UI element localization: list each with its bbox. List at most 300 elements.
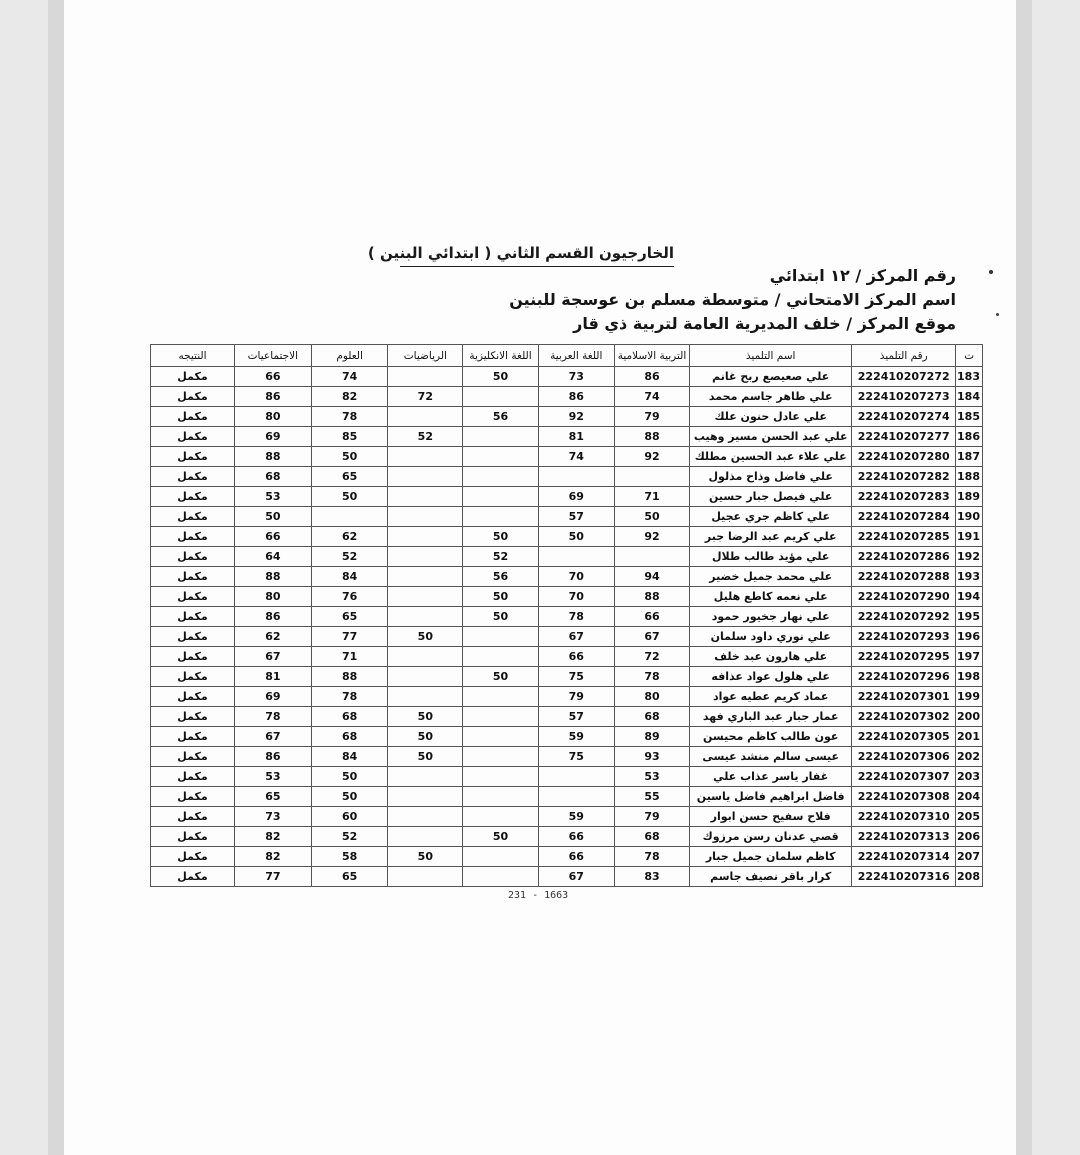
table-row [151, 667, 983, 687]
table-row [151, 427, 983, 447]
cell-social: 86 [234, 607, 311, 627]
cell-math [388, 867, 463, 887]
cell-name: كاظم سلمان جميل جبار [690, 847, 852, 867]
cell-math: 72 [388, 387, 463, 407]
cell-social: 80 [234, 587, 311, 607]
col-header-math: الرياضيات [388, 345, 463, 367]
cell-math [388, 447, 463, 467]
cell-islamic: 79 [614, 407, 690, 427]
cell-seq: 195 [956, 607, 983, 627]
cell-code: 222410207288 [852, 567, 956, 587]
cell-name: علي عبد الحسن مسير وهيب [690, 427, 852, 447]
cell-arabic: 66 [538, 827, 614, 847]
cell-code: 222410207293 [852, 627, 956, 647]
cell-islamic: 79 [614, 807, 690, 827]
cell-seq: 183 [956, 367, 983, 387]
cell-english [463, 787, 539, 807]
cell-name: علي علاء عبد الحسين مطلك [690, 447, 852, 467]
cell-english: 50 [463, 367, 539, 387]
grades-table [150, 344, 983, 887]
cell-arabic [538, 767, 614, 787]
cell-science: 50 [311, 767, 388, 787]
cell-code: 222410207313 [852, 827, 956, 847]
cell-science: 50 [311, 487, 388, 507]
cell-science: 65 [311, 867, 388, 887]
cell-arabic: 67 [538, 627, 614, 647]
cell-islamic: 53 [614, 767, 690, 787]
cell-islamic: 80 [614, 687, 690, 707]
cell-name: غفار ياسر عذاب علي [690, 767, 852, 787]
table-row [151, 867, 983, 887]
cell-english: 50 [463, 587, 539, 607]
page-edge-right [1016, 0, 1032, 1155]
cell-result: مكمل [151, 687, 235, 707]
cell-seq: 202 [956, 747, 983, 767]
cell-islamic: 89 [614, 727, 690, 747]
cell-math [388, 667, 463, 687]
cell-islamic: 78 [614, 667, 690, 687]
cell-seq: 201 [956, 727, 983, 747]
speck-mark [996, 313, 999, 316]
table-row [151, 847, 983, 867]
cell-arabic [538, 547, 614, 567]
cell-name: علي صعيصع ربح غانم [690, 367, 852, 387]
cell-math [388, 487, 463, 507]
cell-name: علي نوري داود سلمان [690, 627, 852, 647]
table-row [151, 587, 983, 607]
cell-code: 222410207272 [852, 367, 956, 387]
cell-math [388, 767, 463, 787]
cell-result: مكمل [151, 827, 235, 847]
cell-result: مكمل [151, 607, 235, 627]
cell-seq: 184 [956, 387, 983, 407]
page-edge-left [48, 0, 64, 1155]
table-row [151, 567, 983, 587]
cell-arabic: 81 [538, 427, 614, 447]
table-row [151, 627, 983, 647]
cell-islamic: 83 [614, 867, 690, 887]
cell-science: 88 [311, 667, 388, 687]
col-header-social: الاجتماعيات [234, 345, 311, 367]
cell-arabic [538, 467, 614, 487]
col-header-result: النتيجه [151, 345, 235, 367]
cell-social: 65 [234, 787, 311, 807]
cell-islamic: 88 [614, 587, 690, 607]
grades-table-body [151, 367, 983, 887]
cell-arabic: 75 [538, 667, 614, 687]
cell-code: 222410207273 [852, 387, 956, 407]
cell-name: قصي عدنان رسن مرزوك [690, 827, 852, 847]
col-header-seq: ت [956, 345, 983, 367]
cell-math: 52 [388, 427, 463, 447]
cell-science: 50 [311, 447, 388, 467]
cell-seq: 186 [956, 427, 983, 447]
cell-arabic: 66 [538, 647, 614, 667]
cell-name: علي محمد جميل خضير [690, 567, 852, 587]
cell-math [388, 647, 463, 667]
cell-social: 66 [234, 367, 311, 387]
cell-result: مكمل [151, 727, 235, 747]
col-header-arabic: اللغة العربية [538, 345, 614, 367]
cell-code: 222410207305 [852, 727, 956, 747]
cell-name: عمار جبار عبد الباري فهد [690, 707, 852, 727]
cell-math [388, 367, 463, 387]
col-header-islamic: التربية الاسلامية [614, 345, 690, 367]
center-number: رقم المركز / ١٢ ابتدائي [769, 266, 956, 285]
table-row [151, 647, 983, 667]
cell-english [463, 807, 539, 827]
cell-english [463, 447, 539, 467]
cell-social: 64 [234, 547, 311, 567]
cell-islamic: 67 [614, 627, 690, 647]
cell-code: 222410207314 [852, 847, 956, 867]
cell-name: علي فاضل وذاح مذلول [690, 467, 852, 487]
cell-islamic: 68 [614, 707, 690, 727]
cell-seq: 185 [956, 407, 983, 427]
cell-arabic: 59 [538, 727, 614, 747]
table-row [151, 827, 983, 847]
cell-result: مكمل [151, 807, 235, 827]
cell-math [388, 527, 463, 547]
table-row [151, 607, 983, 627]
cell-islamic: 93 [614, 747, 690, 767]
cell-arabic: 57 [538, 707, 614, 727]
cell-english: 56 [463, 567, 539, 587]
cell-math [388, 787, 463, 807]
cell-seq: 203 [956, 767, 983, 787]
cell-social: 88 [234, 447, 311, 467]
cell-social: 67 [234, 727, 311, 747]
cell-english [463, 487, 539, 507]
col-header-name: اسم التلميذ [690, 345, 852, 367]
table-row [151, 447, 983, 467]
cell-name: علي هلول عواد عذافه [690, 667, 852, 687]
table-row [151, 527, 983, 547]
cell-science: 62 [311, 527, 388, 547]
cell-math [388, 467, 463, 487]
cell-seq: 205 [956, 807, 983, 827]
cell-english: 52 [463, 547, 539, 567]
cell-result: مكمل [151, 367, 235, 387]
cell-social: 66 [234, 527, 311, 547]
cell-english: 50 [463, 527, 539, 547]
cell-english [463, 467, 539, 487]
cell-code: 222410207302 [852, 707, 956, 727]
cell-science: 84 [311, 567, 388, 587]
cell-math [388, 687, 463, 707]
cell-arabic: 73 [538, 367, 614, 387]
cell-arabic [538, 787, 614, 807]
cell-science: 71 [311, 647, 388, 667]
table-row [151, 507, 983, 527]
cell-social: 81 [234, 667, 311, 687]
cell-social: 80 [234, 407, 311, 427]
cell-seq: 187 [956, 447, 983, 467]
cell-name: فلاح سفيح حسن ابوار [690, 807, 852, 827]
cell-result: مكمل [151, 867, 235, 887]
cell-arabic: 59 [538, 807, 614, 827]
cell-science: 78 [311, 687, 388, 707]
cell-science: 74 [311, 367, 388, 387]
cell-islamic: 92 [614, 447, 690, 467]
cell-science: 58 [311, 847, 388, 867]
cell-arabic: 78 [538, 607, 614, 627]
cell-science: 84 [311, 747, 388, 767]
cell-code: 222410207296 [852, 667, 956, 687]
cell-seq: 193 [956, 567, 983, 587]
cell-seq: 208 [956, 867, 983, 887]
cell-social: 53 [234, 487, 311, 507]
cell-result: مكمل [151, 507, 235, 527]
cell-social: 73 [234, 807, 311, 827]
cell-english [463, 847, 539, 867]
cell-math [388, 827, 463, 847]
cell-arabic: 70 [538, 587, 614, 607]
cell-result: مكمل [151, 667, 235, 687]
cell-result: مكمل [151, 487, 235, 507]
cell-code: 222410207316 [852, 867, 956, 887]
cell-islamic: 78 [614, 847, 690, 867]
cell-science: 82 [311, 387, 388, 407]
cell-science: 68 [311, 707, 388, 727]
cell-islamic: 72 [614, 647, 690, 667]
cell-english [463, 767, 539, 787]
cell-math [388, 807, 463, 827]
cell-result: مكمل [151, 527, 235, 547]
cell-science: 77 [311, 627, 388, 647]
cell-code: 222410207307 [852, 767, 956, 787]
cell-result: مكمل [151, 767, 235, 787]
cell-social: 88 [234, 567, 311, 587]
cell-result: مكمل [151, 647, 235, 667]
cell-result: مكمل [151, 787, 235, 807]
cell-name: كرار باقر نصيف جاسم [690, 867, 852, 887]
cell-social: 69 [234, 687, 311, 707]
cell-social: 82 [234, 827, 311, 847]
cell-arabic: 75 [538, 747, 614, 767]
cell-arabic: 86 [538, 387, 614, 407]
cell-math: 50 [388, 707, 463, 727]
cell-math [388, 507, 463, 527]
cell-islamic: 86 [614, 367, 690, 387]
cell-math [388, 587, 463, 607]
cell-math: 50 [388, 747, 463, 767]
cell-islamic: 94 [614, 567, 690, 587]
cell-science: 65 [311, 607, 388, 627]
cell-seq: 198 [956, 667, 983, 687]
cell-science: 52 [311, 827, 388, 847]
cell-result: مكمل [151, 427, 235, 447]
cell-english: 56 [463, 407, 539, 427]
cell-math [388, 607, 463, 627]
cell-social: 78 [234, 707, 311, 727]
table-row [151, 707, 983, 727]
cell-social: 69 [234, 427, 311, 447]
cell-english: 50 [463, 667, 539, 687]
cell-result: مكمل [151, 747, 235, 767]
cell-seq: 190 [956, 507, 983, 527]
table-row [151, 747, 983, 767]
cell-arabic: 92 [538, 407, 614, 427]
table-row [151, 767, 983, 787]
cell-islamic: 55 [614, 787, 690, 807]
cell-code: 222410207284 [852, 507, 956, 527]
page-reference: 231 - 1663 [508, 890, 569, 901]
cell-code: 222410207306 [852, 747, 956, 767]
cell-name: علي نهار جخيور حمود [690, 607, 852, 627]
cell-arabic: 66 [538, 847, 614, 867]
speck-mark [989, 270, 993, 274]
cell-code: 222410207292 [852, 607, 956, 627]
cell-english [463, 867, 539, 887]
cell-social: 68 [234, 467, 311, 487]
cell-name: علي طاهر جاسم محمد [690, 387, 852, 407]
cell-science: 68 [311, 727, 388, 747]
cell-seq: 206 [956, 827, 983, 847]
cell-arabic: 67 [538, 867, 614, 887]
table-row [151, 387, 983, 407]
cell-islamic [614, 547, 690, 567]
table-row [151, 547, 983, 567]
cell-code: 222410207290 [852, 587, 956, 607]
cell-arabic: 74 [538, 447, 614, 467]
cell-social: 53 [234, 767, 311, 787]
table-row [151, 807, 983, 827]
cell-islamic: 50 [614, 507, 690, 527]
cell-social: 86 [234, 387, 311, 407]
cell-name: عيسى سالم منشد عيسى [690, 747, 852, 767]
cell-name: علي كريم عبد الرضا جبر [690, 527, 852, 547]
cell-seq: 199 [956, 687, 983, 707]
cell-islamic: 74 [614, 387, 690, 407]
cell-english [463, 747, 539, 767]
document-title: الخارجيون القسم الثاني ( ابتدائي البنين ) [400, 244, 674, 267]
table-row [151, 367, 983, 387]
table-row [151, 687, 983, 707]
cell-arabic: 70 [538, 567, 614, 587]
cell-name: عون طالب كاظم محيسن [690, 727, 852, 747]
cell-name: عماد كريم عطيه عواد [690, 687, 852, 707]
cell-result: مكمل [151, 847, 235, 867]
cell-result: مكمل [151, 467, 235, 487]
cell-name: فاضل ابراهيم فاضل ياسين [690, 787, 852, 807]
cell-code: 222410207283 [852, 487, 956, 507]
cell-code: 222410207274 [852, 407, 956, 427]
cell-math: 50 [388, 727, 463, 747]
cell-science: 52 [311, 547, 388, 567]
cell-seq: 197 [956, 647, 983, 667]
cell-arabic: 69 [538, 487, 614, 507]
cell-math [388, 547, 463, 567]
cell-code: 222410207295 [852, 647, 956, 667]
cell-science: 50 [311, 787, 388, 807]
cell-social: 50 [234, 507, 311, 527]
cell-social: 67 [234, 647, 311, 667]
cell-seq: 194 [956, 587, 983, 607]
table-row [151, 727, 983, 747]
cell-math: 50 [388, 847, 463, 867]
cell-islamic: 92 [614, 527, 690, 547]
cell-seq: 196 [956, 627, 983, 647]
col-header-english: اللغة الانكليزية [463, 345, 539, 367]
cell-result: مكمل [151, 627, 235, 647]
cell-name: علي عادل حنون علك [690, 407, 852, 427]
cell-seq: 204 [956, 787, 983, 807]
cell-code: 222410207301 [852, 687, 956, 707]
cell-social: 62 [234, 627, 311, 647]
cell-math [388, 407, 463, 427]
cell-code: 222410207282 [852, 467, 956, 487]
cell-code: 222410207308 [852, 787, 956, 807]
cell-code: 222410207277 [852, 427, 956, 447]
cell-result: مكمل [151, 547, 235, 567]
table-row [151, 467, 983, 487]
col-header-code: رقم التلميذ [852, 345, 956, 367]
cell-result: مكمل [151, 587, 235, 607]
cell-english [463, 707, 539, 727]
table-row [151, 487, 983, 507]
cell-name: علي كاظم جري عجيل [690, 507, 852, 527]
cell-name: علي فيصل جبار حسين [690, 487, 852, 507]
cell-english: 50 [463, 607, 539, 627]
cell-math: 50 [388, 627, 463, 647]
cell-science: 85 [311, 427, 388, 447]
cell-name: علي نعمه كاطع هليل [690, 587, 852, 607]
cell-result: مكمل [151, 447, 235, 467]
cell-code: 222410207280 [852, 447, 956, 467]
cell-code: 222410207286 [852, 547, 956, 567]
cell-science: 65 [311, 467, 388, 487]
cell-english [463, 627, 539, 647]
cell-english [463, 647, 539, 667]
cell-islamic: 71 [614, 487, 690, 507]
table-header-row [151, 345, 983, 367]
cell-seq: 191 [956, 527, 983, 547]
table-row [151, 787, 983, 807]
cell-code: 222410207310 [852, 807, 956, 827]
center-location: موقع المركز / خلف المديرية العامة لتربية ذي قار [573, 314, 956, 333]
cell-name: علي هارون عبد خلف [690, 647, 852, 667]
cell-result: مكمل [151, 387, 235, 407]
cell-english [463, 727, 539, 747]
table-row [151, 407, 983, 427]
cell-english [463, 387, 539, 407]
cell-math [388, 567, 463, 587]
cell-seq: 188 [956, 467, 983, 487]
cell-science: 60 [311, 807, 388, 827]
cell-english [463, 687, 539, 707]
cell-result: مكمل [151, 707, 235, 727]
cell-islamic: 88 [614, 427, 690, 447]
cell-result: مكمل [151, 407, 235, 427]
cell-english: 50 [463, 827, 539, 847]
cell-islamic: 66 [614, 607, 690, 627]
cell-social: 82 [234, 847, 311, 867]
cell-islamic [614, 467, 690, 487]
cell-arabic: 79 [538, 687, 614, 707]
cell-english [463, 427, 539, 447]
cell-social: 77 [234, 867, 311, 887]
cell-arabic: 57 [538, 507, 614, 527]
cell-islamic: 68 [614, 827, 690, 847]
cell-seq: 192 [956, 547, 983, 567]
cell-seq: 200 [956, 707, 983, 727]
cell-science: 78 [311, 407, 388, 427]
cell-social: 86 [234, 747, 311, 767]
cell-science: 76 [311, 587, 388, 607]
cell-science [311, 507, 388, 527]
cell-seq: 207 [956, 847, 983, 867]
